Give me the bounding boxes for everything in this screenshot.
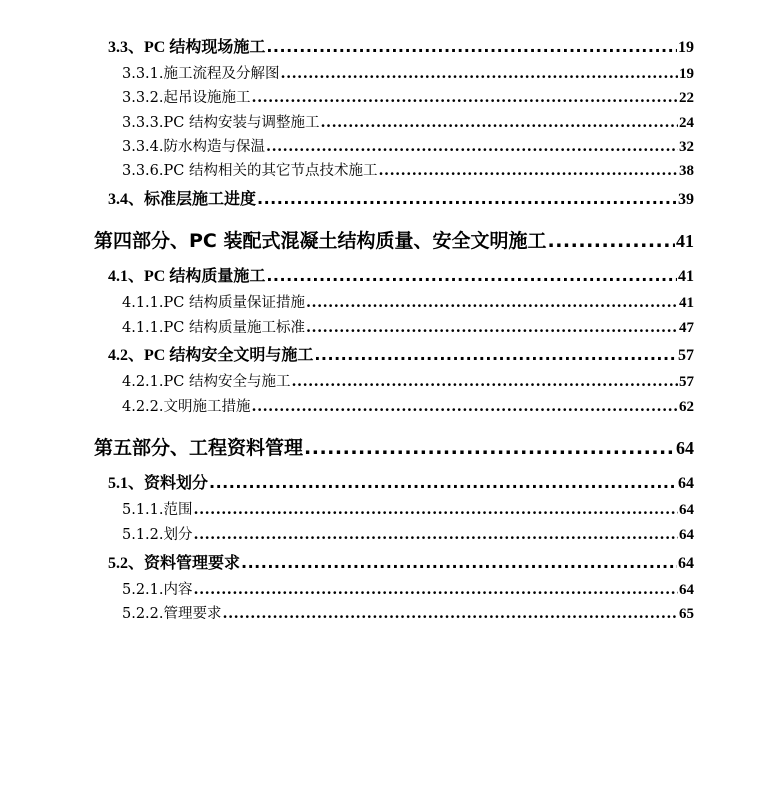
toc-entry-4-2[interactable] <box>108 342 694 365</box>
toc-entry-page: 41 <box>678 268 694 285</box>
dot-leader <box>291 373 678 390</box>
toc-entry-page: 19 <box>678 39 694 56</box>
dot-leader <box>257 189 677 208</box>
toc-entry-5-2-2[interactable] <box>122 602 694 623</box>
dot-leader <box>306 294 678 311</box>
toc-entry-title: 5.2、资料管理要求 <box>108 555 241 572</box>
toc-entry-page: 19 <box>679 66 694 82</box>
toc-entry-4-1-1a[interactable] <box>122 291 694 312</box>
toc-entry-3-3-2[interactable] <box>122 86 694 107</box>
dot-leader <box>241 553 677 572</box>
dot-leader <box>266 138 678 155</box>
toc-entry-page: 64 <box>679 527 694 543</box>
toc-entry-page: 64 <box>679 582 694 598</box>
toc-entry-page: 22 <box>679 90 694 106</box>
toc-entry-title: 4.2.2.文明施工措施 <box>122 399 251 415</box>
toc-entry-5-2[interactable] <box>108 550 694 573</box>
toc-entry-3-3-4[interactable] <box>122 135 694 156</box>
toc-entry-3-3-3[interactable] <box>122 111 694 132</box>
toc-entry-page: 32 <box>679 139 694 155</box>
toc-entry-page: 62 <box>679 399 694 415</box>
toc-entry-title: 4.2、PC 结构安全文明与施工 <box>108 347 314 364</box>
toc-entry-3-3[interactable] <box>108 34 694 57</box>
toc-entry-page: 39 <box>678 191 694 208</box>
toc-entry-page: 41 <box>676 231 694 251</box>
toc-entry-title: 3.3.6.PC 结构相关的其它节点技术施工 <box>122 163 378 179</box>
toc-entry-title: 4.1.1.PC 结构质量保证措施 <box>122 295 305 311</box>
toc-entry-page: 64 <box>678 555 694 572</box>
toc-entry-4-1-1b[interactable] <box>122 316 694 337</box>
toc-entry-3-4[interactable] <box>108 186 694 209</box>
dot-leader <box>314 345 677 364</box>
toc-entry-5-2-1[interactable] <box>122 578 694 599</box>
toc-entry-page: 47 <box>679 320 694 336</box>
toc-entry-title: 3.4、标准层施工进度 <box>108 191 257 208</box>
toc-entry-page: 64 <box>679 502 694 518</box>
toc-entry-title: 5.1.1.范围 <box>122 502 193 518</box>
toc-entry-title: 5.2.1.内容 <box>122 582 193 598</box>
dot-leader <box>194 526 678 543</box>
toc-entry-page: 64 <box>676 438 694 458</box>
toc-entry-title: 5.1、资料划分 <box>108 475 209 492</box>
toc-entry-part-4[interactable] <box>94 226 694 253</box>
toc-entry-page: 38 <box>679 163 694 179</box>
dot-leader <box>209 473 677 492</box>
dot-leader <box>548 230 676 252</box>
dot-leader <box>320 114 678 131</box>
dot-leader <box>378 162 678 179</box>
dot-leader <box>252 89 678 106</box>
toc-entry-title: 3.3.3.PC 结构安装与调整施工 <box>122 115 320 131</box>
toc-entry-title: 3.3、PC 结构现场施工 <box>108 39 266 56</box>
dot-leader <box>194 581 678 598</box>
toc-entry-4-2-1[interactable] <box>122 370 694 391</box>
dot-leader <box>252 398 678 415</box>
toc-entry-title: 4.2.1.PC 结构安全与施工 <box>122 374 291 390</box>
toc-entry-page: 57 <box>679 374 694 390</box>
toc-entry-title: 4.1、PC 结构质量施工 <box>108 268 266 285</box>
toc-entry-5-1-1[interactable] <box>122 498 694 519</box>
toc-entry-page: 64 <box>678 475 694 492</box>
toc-entry-3-3-1[interactable] <box>122 62 694 83</box>
toc-entry-title: 3.3.1.施工流程及分解图 <box>122 66 280 82</box>
toc-entry-title: 第五部分、工程资料管理 <box>94 437 304 459</box>
toc-entry-page: 57 <box>678 347 694 364</box>
toc-entry-title: 4.1.1.PC 结构质量施工标准 <box>122 320 305 336</box>
toc-entry-title: 3.3.2.起吊设施施工 <box>122 90 251 106</box>
toc-entry-4-1[interactable] <box>108 263 694 286</box>
toc-entry-5-1[interactable] <box>108 470 694 493</box>
toc-entry-part-5[interactable] <box>94 433 694 460</box>
toc-entry-title: 3.3.4.防水构造与保温 <box>122 139 266 155</box>
toc-entry-page: 41 <box>679 295 694 311</box>
dot-leader <box>223 605 678 622</box>
toc-entry-page: 65 <box>679 606 694 622</box>
dot-leader <box>281 65 678 82</box>
dot-leader <box>194 501 678 518</box>
toc-entry-4-2-2[interactable] <box>122 395 694 416</box>
dot-leader <box>266 266 677 285</box>
dot-leader <box>306 319 678 336</box>
dot-leader <box>266 37 677 56</box>
toc-entry-page: 24 <box>679 115 694 131</box>
toc-entry-3-3-6[interactable] <box>122 159 694 180</box>
toc-entry-title: 5.2.2.管理要求 <box>122 606 222 622</box>
toc-entry-title: 5.1.2.划分 <box>122 527 193 543</box>
dot-leader <box>304 437 675 459</box>
toc-entry-title: 第四部分、PC 装配式混凝土结构质量、安全文明施工 <box>94 230 547 252</box>
toc-entry-5-1-2[interactable] <box>122 523 694 544</box>
